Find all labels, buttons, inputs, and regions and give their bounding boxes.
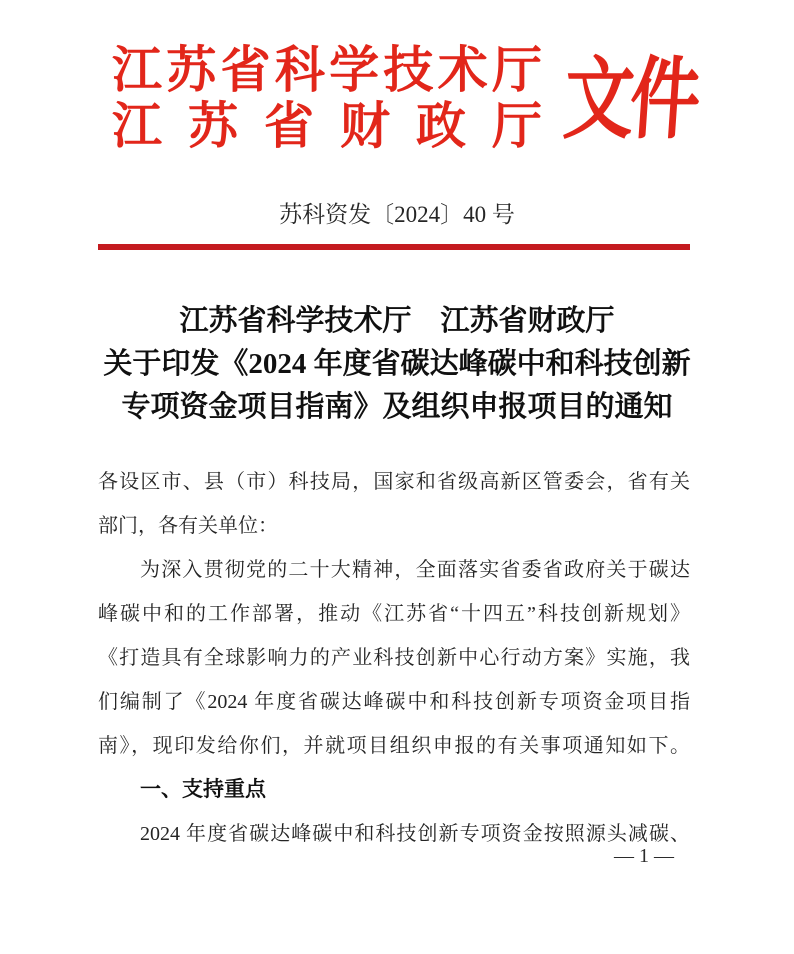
salutation-line: 各设区市、县（市）科技局，国家和省级高新区管委会，省有关 — [98, 471, 690, 493]
paragraph-line: 为深入贯彻党的二十大精神，全面落实省委省政府关于碳达 — [140, 559, 690, 581]
paragraph-line: 们编制了《2024 年度省碳达峰碳中和科技创新专项资金项目指 — [98, 691, 690, 713]
title-line-2: 关于印发《2024 年度省碳达峰碳中和科技创新 — [103, 348, 691, 380]
paragraph-line: 2024 年度省碳达峰碳中和科技创新专项资金按照源头减碳、 — [140, 823, 690, 845]
salutation-line: 部门，各有关单位： — [98, 515, 278, 537]
agency-name-line1: 江苏省科学技术厅 — [112, 42, 542, 98]
title-line-3: 专项资金项目指南》及组织申报项目的通知 — [121, 391, 673, 423]
paragraph-line: 南》，现印发给你们，并就项目组织申报的有关事项通知如下。 — [98, 735, 690, 757]
document-title — [87, 300, 707, 429]
letterhead — [112, 42, 542, 154]
paragraph-line: 峰碳中和的工作部署，推动《江苏省“十四五”科技创新规划》 — [98, 603, 690, 625]
doc-type-label: 文件 — [560, 50, 700, 150]
paragraph-line: 《打造具有全球影响力的产业科技创新中心行动方案》实施，我 — [98, 647, 690, 669]
page-number: — 1 — — [614, 845, 674, 867]
red-separator-rule — [98, 244, 690, 250]
document-body — [98, 460, 690, 856]
section-heading: 一、支持重点 — [140, 778, 266, 801]
agency-name-line2: 江苏省财政厅 — [112, 98, 542, 154]
title-line-1: 江苏省科学技术厅 江苏省财政厅 — [179, 305, 615, 337]
doc-reference-number: 苏科资发〔2024〕40 号 — [279, 202, 515, 227]
